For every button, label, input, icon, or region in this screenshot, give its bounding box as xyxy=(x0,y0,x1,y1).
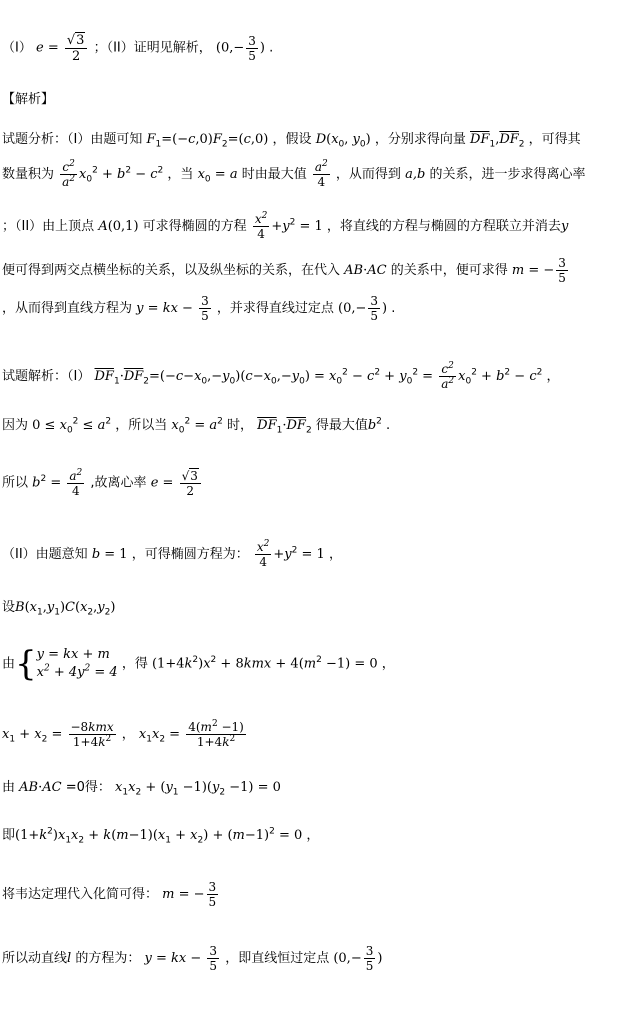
fraction: $\frac{√3}{2}$ xyxy=(65,32,88,64)
text: ,故离心率 xyxy=(90,475,147,491)
text: ，可得其 xyxy=(528,132,581,147)
text: 时， xyxy=(227,418,254,433)
solution-line-5: 设$B(x_1,y_1)C(x_2,y_2)$ xyxy=(2,600,116,618)
solution-line-6: 由{ y = kx + m $x^2 + 4y^2 = 4$ ，得 $(1+4k^2)x^2 + 8kmx + 4(m^2 -1) = 0$ ， xyxy=(2,644,395,684)
text: ，从而得到直线方程为 xyxy=(2,301,133,316)
text: 数量积为 xyxy=(2,167,55,182)
solution-line-11: 所以动直线l 的方程为： y = kx − $\frac{3}{5}$ ，即直线恒过定点 (0,− $\frac{3}{5}$ ) xyxy=(2,944,383,973)
text: 由 xyxy=(2,780,16,795)
solution-line-7: $x_1 + x_2$ = $\frac{\text{−8kmx}}{1+4k^2}$ ， $x_1x_2$ = $\frac{4(m^2 -1)}{1+4k^2}$ xyxy=(2,719,244,749)
text: 将韦达定理代入化简可得： xyxy=(2,887,159,902)
text: 时由最大值 xyxy=(241,167,307,182)
text: ，并求得直线过定点 xyxy=(216,301,334,316)
analysis-line-3: ；（II）由上顶点 A(0,1) 可求得椭圆的方程 $\frac{x^2}{4}$ $+y^2 = 1$ ，将直线的方程与椭圆的方程联立并消去y xyxy=(2,211,569,241)
text: 所以 xyxy=(2,475,29,491)
analysis-line-4: 便可得到两交点横坐标的关系，以及纵坐标的关系，在代入 AB·AC 的关系中，便可求得 m = − $\frac{3}{5}$ xyxy=(2,256,566,285)
text: ，当 xyxy=(167,167,194,182)
text: 由 xyxy=(2,656,16,672)
text: 的方程为： xyxy=(75,951,141,966)
text: ，从而得到 xyxy=(335,167,401,182)
text: ，得 xyxy=(121,656,148,672)
solution-line-3: 所以 $b^2$ = $\frac{a^2}{4}$ ,故离心率 e = $\frac{√3}{2}$ xyxy=(2,468,203,498)
text: 的关系中，便可求得 xyxy=(390,263,508,278)
text: 因为 xyxy=(2,418,29,433)
text: ，分别求得向量 xyxy=(374,132,466,147)
solution-line-1: 试题解析：（I） $\overline{DF}_1\cdot\overline{DF}_2=(-c-x_0,-y_0)(c-x_0,-y_0) = x_0^2 - c^2 + y_0^2$ = $\frac{c^2}{a^2}$ $x_0^2 + b^2 - c^2$ ， xyxy=(2,361,560,391)
solution-line-10: 将韦达定理代入化简可得： m = − $\frac{3}{5}$ xyxy=(2,880,217,909)
text: 便可得到两交点横坐标的关系，以及纵坐标的关系，在代入 xyxy=(2,263,341,278)
text: 可求得椭圆的方程 xyxy=(142,219,247,234)
answer-part-1: （I） xyxy=(2,40,32,56)
text: ，所以当 xyxy=(115,418,168,433)
answer-part-2: ；（II）证明见解析， xyxy=(93,40,212,56)
section-heading: 【解析】 xyxy=(2,92,55,107)
text: 即 xyxy=(2,828,16,843)
answer-line: （I） e = $\frac{√3}{2}$ ；（II）证明见解析， (0,− $\frac{3}{5}$ ) . xyxy=(2,33,274,64)
text: =0得： xyxy=(65,780,111,795)
analysis-line-5: ，从而得到直线方程为 y = kx − $\frac{3}{5}$ ，并求得直线过定点 (0,− $\frac{3}{5}$ ) . xyxy=(2,294,396,323)
analysis-line-1: 试题分析：（I）由题可知 $F_1=(-c,0)F_2=(c,0)$ ，假设 $D(x_0$, $y_0$) ，分别求得向量 $\overline{DF}_1,\overline{DF}_2$ ，可得其 xyxy=(2,132,581,150)
text: （I） xyxy=(67,369,91,384)
solution-line-9: 即$(1+k^2)x_1x_2 + k(m-1)(x_1 + x_2) + (m-1)^2 = 0$ ， xyxy=(2,826,320,846)
text: 的关系，进一步求得离心率 xyxy=(429,167,586,182)
text: 所以动直线 xyxy=(2,951,68,966)
analysis-line-2: 数量积为 $\frac{c^2}{a^2}$ $x_0^2 + b^2 - c^2$ ，当 $x_0 = a$ 时由最大值 $\frac{a^2}{4}$ ，从而得到 a,b 的关系，进一步求得离心率 xyxy=(2,159,586,189)
text: ，可得椭圆方程为： xyxy=(131,547,249,562)
solution-line-2: 因为 $0 \le x_0^2 \le a^2$ ，所以当 $x_0^2 = a^2$ 时， $\overline{DF}_1\cdot\overline{DF}_2$ 得最大值$b^2$ . xyxy=(2,416,391,436)
text: （I）由题可知 xyxy=(67,132,143,147)
text: 得最大值 xyxy=(315,418,368,433)
text: 设 xyxy=(2,600,16,615)
text: ；（II）由上顶点 xyxy=(2,219,95,234)
solution-line-8: 由 AB·AC =0得： $x_1x_2 + (y_1 -1)(y_2 -1) = 0$ xyxy=(2,780,281,798)
text: ，假设 xyxy=(272,132,312,147)
analysis-label: 试题分析： xyxy=(2,132,68,147)
solution-label: 试题解析： xyxy=(2,369,68,384)
solution-line-4: （II）由题意知 b = 1 ，可得椭圆方程为： $\frac{x^2}{4}$ $+y^2 = 1$ ， xyxy=(2,539,342,569)
text: ，即直线恒过定点 xyxy=(225,951,330,966)
text: （II）由题意知 xyxy=(2,547,88,562)
text: ，将直线的方程与椭圆的方程联立并消去 xyxy=(326,219,561,234)
